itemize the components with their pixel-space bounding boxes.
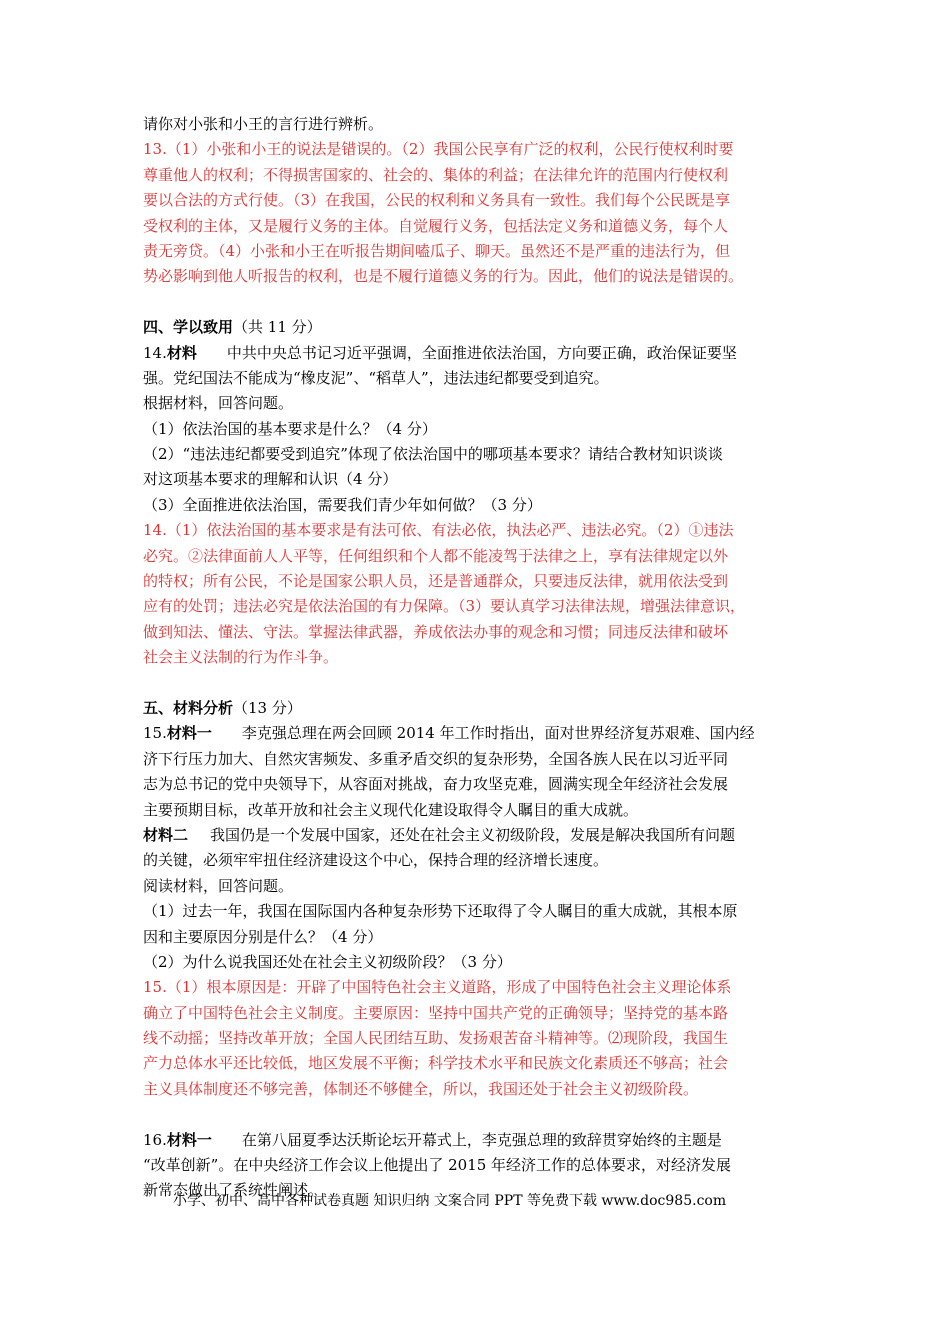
- material-text: 强。党纪国法不能成为“橡皮泥”、“稻草人”，违法违纪都要受到追究。: [143, 368, 609, 387]
- answer-line: 14.（1）依法治国的基本要求是有法可依、有法必依，执法必严、违法必究。（2）①违法: [143, 521, 734, 540]
- document-page: [143, 112, 823, 1204]
- answer-line: 社会主义法制的行为作斗争。: [143, 648, 339, 667]
- q15-material2: [143, 823, 823, 848]
- material-text: “改革创新”。在中央经济工作会议上他提出了 2015 年经济工作的总体要求，对经济发展: [143, 1156, 732, 1175]
- sub-question: 因和主要原因分别是什么？（4 分）: [143, 927, 383, 946]
- answer-line: 应有的处罚；违法必究是依法治国的有力保障。（3）要认真学习法律法规，增强法律意识，: [143, 597, 746, 616]
- answer-line: 受权利的主体，又是履行义务的主体。自觉履行义务，包括法定义务和道德义务，每个人: [143, 216, 729, 235]
- page-footer: 小学、初中、高中各种试卷真题 知识归纳 文案合同 PPT 等免费下载 www.doc985.com: [173, 1193, 727, 1209]
- material-text: 志为总书记的党中央领导下，从容面对挑战，奋力攻坚克难，圆满实现全年经济社会发展: [143, 775, 729, 794]
- material-label: 材料二: [143, 825, 189, 844]
- q13-prompt: 请你对小张和小王的言行进行辨析。: [143, 115, 384, 133]
- question-number: 16.: [143, 1130, 167, 1149]
- material-text: 主要预期目标，改革开放和社会主义现代化建设取得令人瞩目的重大成就。: [143, 800, 639, 819]
- answer-line: 势必影响到他人听报告的权利，也是不履行道德义务的行为。因此，他们的说法是错误的。: [143, 267, 744, 286]
- material-text: 我国仍是一个发展中国家，还处在社会主义初级阶段，发展是解决我国所有问题: [210, 825, 736, 844]
- material-text: 新常态做出了系统性阐述。: [143, 1181, 324, 1200]
- answer-line: 责无旁贷。（4）小张和小王在听报告期间嗑瓜子、聊天。虽然还不是严重的违法行为，但: [143, 241, 731, 260]
- section-score: （13 分）: [233, 698, 302, 717]
- answer-line: 确立了中国特色社会主义制度。主要原因：坚持中国共产党的正确领导；坚持党的基本路: [143, 1003, 729, 1022]
- sub-question: （1）过去一年，我国在国际国内各种复杂形势下还取得了令人瞩目的重大成就，其根本原: [143, 902, 738, 921]
- q13-answer: [143, 137, 823, 289]
- q16-material1: [143, 1128, 823, 1153]
- sub-question: （1）依法治国的基本要求是什么？（4 分）: [143, 419, 437, 438]
- q15-answer: [143, 975, 823, 1102]
- answer-line: 13.（1）小张和小王的说法是错误的。（2）我国公民享有广泛的权利，公民行使权利时要: [143, 140, 734, 159]
- material-text: 的关键，必须牢牢扭住经济建设这个中心，保持合理的经济增长速度。: [143, 851, 609, 870]
- q14-answer: [143, 518, 823, 670]
- answer-line: 的特权；所有公民，不论是国家公职人员，还是普通群众，只要违反法律，就用依法受到: [143, 572, 729, 591]
- material-label: 材料一: [166, 1130, 212, 1149]
- answer-line: 主义具体制度还不够完善，体制还不够健全，所以，我国还处于社会主义初级阶段。: [143, 1079, 699, 1098]
- material-text: 李克强总理在两会回顾 2014 年工作时指出，面对世界经济复苏艰难、国内经: [241, 724, 755, 743]
- answer-line: 15.（1）根本原因是：开辟了中国特色社会主义道路，形成了中国特色社会主义理论体系: [143, 978, 732, 997]
- answer-line: 要以合法的方式行使。（3）在我国，公民的权利和义务具有一致性。我们每个公民既是享: [143, 191, 731, 210]
- material-text: 在第八届夏季达沃斯论坛开幕式上，李克强总理的致辞贯穿始终的主题是: [241, 1130, 722, 1149]
- material-label: 材料一: [166, 724, 212, 743]
- sub-question: （2）“违法违纪都要受到追究”体现了依法治国中的哪项基本要求？请结合教材知识谈谈: [143, 445, 723, 464]
- answer-line: 线不动摇；坚持改革开放；全国人民团结互助、发扬艰苦奋斗精神等。⑵现阶段，我国生: [143, 1029, 729, 1048]
- answer-line: 尊重他人的权利；不得损害国家的、社会的、集体的利益；在法律允许的范围内行使权利: [143, 165, 729, 184]
- sub-question: 对这项基本要求的理解和认识（4 分）: [143, 470, 398, 489]
- material-text: 中共中央总书记习近平强调，全面推进依法治国，方向要正确，政治保证要坚: [226, 343, 737, 362]
- q15-material1: [143, 721, 823, 746]
- section4-heading: [143, 315, 823, 340]
- question-number: 14.: [143, 343, 167, 362]
- section5-heading: [143, 696, 823, 721]
- answer-line: 做到知法、懂法、守法。掌握法律武器，养成依法办事的观念和习惯；同违反法律和破坏: [143, 622, 729, 641]
- instruction: 根据材料，回答问题。: [143, 394, 294, 413]
- material-text: 济下行压力加大、自然灾害频发、多重矛盾交织的复杂形势，全国各族人民在以习近平同: [143, 749, 729, 768]
- instruction: 阅读材料，回答问题。: [143, 876, 294, 895]
- q14-material: [143, 341, 823, 366]
- section-score: （共 11 分）: [233, 318, 322, 337]
- answer-line: 必究。②法律面前人人平等，任何组织和个人都不能凌驾于法律之上，享有法律规定以外: [143, 546, 729, 565]
- sub-question: （2）为什么说我国还处在社会主义初级阶段？（3 分）: [143, 952, 512, 971]
- sub-question: （3）全面推进依法治国，需要我们青少年如何做？（3 分）: [143, 495, 542, 514]
- section-title: 四、学以致用: [143, 318, 234, 337]
- material-label: 材料: [166, 343, 197, 362]
- section-title: 五、材料分析: [143, 698, 234, 717]
- answer-line: 产力总体水平还比较低，地区发展不平衡；科学技术水平和民族文化素质还不够高；社会: [143, 1054, 729, 1073]
- question-number: 15.: [143, 724, 167, 743]
